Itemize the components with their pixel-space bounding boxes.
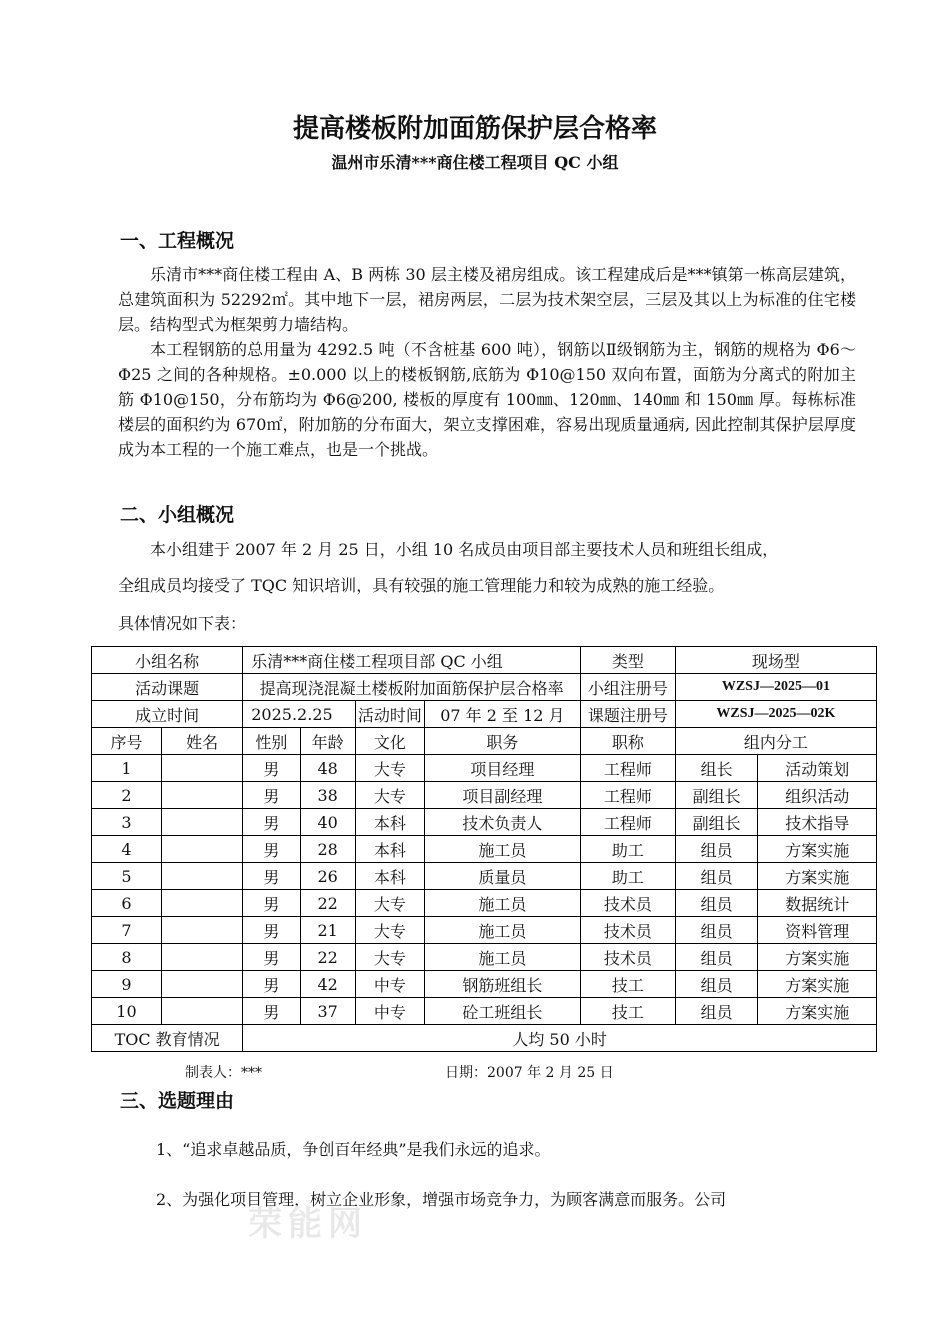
label-type: 类型 bbox=[580, 647, 675, 674]
cell-no: 4 bbox=[92, 836, 162, 863]
table-row bbox=[92, 917, 877, 944]
cell-no: 1 bbox=[92, 755, 162, 782]
cell-education: 大专 bbox=[355, 890, 424, 917]
table-header-row bbox=[92, 728, 877, 755]
table-row bbox=[92, 863, 877, 890]
cell-role: 组长 bbox=[675, 755, 758, 782]
label-topic: 活动课题 bbox=[92, 674, 243, 701]
watermark: 荣能网 bbox=[248, 1204, 368, 1244]
cell-age: 26 bbox=[300, 863, 355, 890]
team-line-1: 本小组建于 2007 年 2 月 25 日，小组 10 名成员由项目部主要技术人员和班组长组成， bbox=[150, 540, 779, 559]
reason-item-1: 1、“追求卓越品质，争创百年经典”是我们永远的追求。 bbox=[156, 1140, 551, 1159]
cell-no: 6 bbox=[92, 890, 162, 917]
cell-gender: 男 bbox=[243, 863, 300, 890]
cell-age: 42 bbox=[300, 971, 355, 998]
cell-age: 28 bbox=[300, 836, 355, 863]
header-position: 职务 bbox=[424, 728, 580, 755]
table-date: 日期：2007 年 2 月 25 日 bbox=[445, 1065, 614, 1081]
cell-age: 21 bbox=[300, 917, 355, 944]
table-row bbox=[92, 782, 877, 809]
cell-gender: 男 bbox=[243, 755, 300, 782]
document-title: 提高楼板附加面筋保护层合格率 bbox=[292, 114, 657, 144]
cell-duty: 方案实施 bbox=[758, 863, 877, 890]
label-activity-time-text: 活动时间 bbox=[357, 705, 422, 725]
table-row bbox=[92, 755, 877, 782]
table-row bbox=[92, 809, 877, 836]
cell-duty: 活动策划 bbox=[758, 755, 877, 782]
cell-name bbox=[161, 890, 242, 917]
cell-position: 施工员 bbox=[424, 836, 580, 863]
cell-duty: 数据统计 bbox=[758, 890, 877, 917]
cell-education: 中专 bbox=[355, 998, 424, 1025]
value-type: 现场型 bbox=[675, 647, 876, 674]
cell-role: 组员 bbox=[675, 971, 758, 998]
cell-name bbox=[161, 998, 242, 1025]
overview-paragraphs bbox=[118, 262, 856, 462]
label-activity-time bbox=[355, 701, 424, 728]
cell-position: 砼工班组长 bbox=[424, 998, 580, 1025]
cell-age: 22 bbox=[300, 944, 355, 971]
cell-education: 大专 bbox=[355, 755, 424, 782]
value-group-name: 乐清***商住楼工程项目部 QC 小组 bbox=[243, 647, 581, 674]
cell-gender: 男 bbox=[243, 836, 300, 863]
reason-item-2: 2、为强化项目管理，树立企业形象，增强市场竞争力，为顾客满意而服务。公司 bbox=[156, 1190, 727, 1209]
cell-position: 项目经理 bbox=[424, 755, 580, 782]
cell-duty: 方案实施 bbox=[758, 971, 877, 998]
overview-paragraph-1: 乐清市***商住楼工程由 A、B 两栋 30 层主楼及裙房组成。该工程建成后是***镇第一栋高层建筑，总建筑面积为 52292㎡。其中地下一层，裙房两层，二层为技术架空层，三层及其以上为标准的住宅楼层。结构型式为框架剪力墙结构。 bbox=[118, 265, 856, 334]
cell-name bbox=[161, 782, 242, 809]
table-maker: 制表人：*** bbox=[185, 1065, 262, 1081]
cell-age: 48 bbox=[300, 755, 355, 782]
table-row bbox=[92, 998, 877, 1025]
cell-position: 钢筋班组长 bbox=[424, 971, 580, 998]
cell-position: 项目副经理 bbox=[424, 782, 580, 809]
cell-position: 质量员 bbox=[424, 863, 580, 890]
cell-age: 37 bbox=[300, 998, 355, 1025]
table-row bbox=[92, 674, 877, 701]
header-age: 年龄 bbox=[300, 728, 355, 755]
cell-gender: 男 bbox=[243, 890, 300, 917]
value-group-reg: WZSJ—2025—01 bbox=[675, 674, 876, 701]
cell-title: 工程师 bbox=[580, 809, 675, 836]
cell-role: 组员 bbox=[675, 836, 758, 863]
label-toc: TOC 教育情况 bbox=[92, 1025, 243, 1052]
cell-education: 本科 bbox=[355, 836, 424, 863]
table-row bbox=[92, 836, 877, 863]
cell-age: 40 bbox=[300, 809, 355, 836]
cell-title: 技工 bbox=[580, 971, 675, 998]
cell-gender: 男 bbox=[243, 809, 300, 836]
cell-gender: 男 bbox=[243, 782, 300, 809]
cell-name bbox=[161, 971, 242, 998]
label-founded: 成立时间 bbox=[92, 701, 243, 728]
cell-no: 3 bbox=[92, 809, 162, 836]
cell-gender: 男 bbox=[243, 917, 300, 944]
table-row bbox=[92, 971, 877, 998]
cell-role: 组员 bbox=[675, 917, 758, 944]
label-group-name: 小组名称 bbox=[92, 647, 243, 674]
table-row bbox=[92, 944, 877, 971]
document-subtitle: 温州市乐清***商住楼工程项目 QC 小组 bbox=[331, 153, 619, 172]
cell-title: 助工 bbox=[580, 836, 675, 863]
cell-no: 8 bbox=[92, 944, 162, 971]
cell-title: 技术员 bbox=[580, 917, 675, 944]
cell-no: 2 bbox=[92, 782, 162, 809]
team-line-2: 全组成员均接受了 TQC 知识培训，具有较强的施工管理能力和较为成熟的施工经验。 bbox=[118, 576, 725, 595]
cell-education: 中专 bbox=[355, 971, 424, 998]
header-education: 文化 bbox=[355, 728, 424, 755]
cell-role: 组员 bbox=[675, 890, 758, 917]
cell-gender: 男 bbox=[243, 971, 300, 998]
header-name: 姓名 bbox=[161, 728, 242, 755]
cell-age: 38 bbox=[300, 782, 355, 809]
label-group-reg: 小组注册号 bbox=[580, 674, 675, 701]
cell-name bbox=[161, 836, 242, 863]
header-role: 组内分工 bbox=[675, 728, 876, 755]
cell-education: 大专 bbox=[355, 782, 424, 809]
section-heading-overview: 一、工程概况 bbox=[120, 230, 235, 252]
cell-title: 技工 bbox=[580, 998, 675, 1025]
cell-education: 大专 bbox=[355, 917, 424, 944]
cell-role: 组员 bbox=[675, 863, 758, 890]
team-info-table bbox=[91, 646, 877, 1052]
label-topic-reg: 课题注册号 bbox=[580, 701, 675, 728]
cell-title: 工程师 bbox=[580, 782, 675, 809]
cell-duty: 方案实施 bbox=[758, 998, 877, 1025]
cell-title: 技术员 bbox=[580, 890, 675, 917]
value-topic: 提高现浇混凝土楼板附加面筋保护层合格率 bbox=[243, 674, 581, 701]
cell-title: 助工 bbox=[580, 863, 675, 890]
cell-role: 副组长 bbox=[675, 782, 758, 809]
cell-name bbox=[161, 809, 242, 836]
cell-role: 副组长 bbox=[675, 809, 758, 836]
table-row bbox=[92, 890, 877, 917]
cell-duty: 资料管理 bbox=[758, 917, 877, 944]
table-row bbox=[92, 701, 877, 728]
cell-education: 本科 bbox=[355, 863, 424, 890]
cell-role: 组员 bbox=[675, 944, 758, 971]
cell-name bbox=[161, 917, 242, 944]
section-heading-team: 二、小组概况 bbox=[120, 504, 235, 526]
value-founded: 2025.2.25 bbox=[243, 701, 356, 728]
cell-position: 技术负责人 bbox=[424, 809, 580, 836]
header-title: 职称 bbox=[580, 728, 675, 755]
team-line-3: 具体情况如下表： bbox=[118, 614, 247, 633]
cell-name bbox=[161, 863, 242, 890]
cell-duty: 方案实施 bbox=[758, 944, 877, 971]
value-toc: 人均 50 小时 bbox=[243, 1025, 877, 1052]
cell-title: 工程师 bbox=[580, 755, 675, 782]
cell-no: 5 bbox=[92, 863, 162, 890]
cell-position: 施工员 bbox=[424, 890, 580, 917]
cell-education: 本科 bbox=[355, 809, 424, 836]
table-footer-row bbox=[92, 1025, 877, 1052]
cell-duty: 组织活动 bbox=[758, 782, 877, 809]
overview-paragraph-2: 本工程钢筋的总用量为 4292.5 吨（不含桩基 600 吨），钢筋以Ⅱ级钢筋为主，钢筋的规格为 Φ6～Φ25 之间的各种规格。±0.000 以上的楼板钢筋,底筋为 Φ10@150 双向布置，面筋为分离式的附加主筋 Φ10@150，分布筋均为 Φ6@200, 楼板的厚度有 100㎜、120㎜、140㎜ 和 150㎜ 厚。每栋标准楼层的面积约为 670㎡，附加筋的分布面大，架立支撑困难，容易出现质量通病, 因此控制其保护层厚度成为本工程的一个施工难点，也是一个挑战。 bbox=[118, 340, 856, 459]
cell-no: 7 bbox=[92, 917, 162, 944]
cell-no: 10 bbox=[92, 998, 162, 1025]
header-gender: 性别 bbox=[243, 728, 300, 755]
cell-duty: 方案实施 bbox=[758, 836, 877, 863]
value-topic-reg: WZSJ—2025—02K bbox=[675, 701, 876, 728]
header-no: 序号 bbox=[92, 728, 162, 755]
value-activity-time: 07 年 2 至 12 月 bbox=[424, 701, 580, 728]
section-heading-reason: 三、选题理由 bbox=[120, 1090, 235, 1112]
cell-title: 技术员 bbox=[580, 944, 675, 971]
cell-role: 组员 bbox=[675, 998, 758, 1025]
cell-name bbox=[161, 944, 242, 971]
cell-gender: 男 bbox=[243, 944, 300, 971]
cell-duty: 技术指导 bbox=[758, 809, 877, 836]
cell-name bbox=[161, 755, 242, 782]
cell-position: 施工员 bbox=[424, 944, 580, 971]
cell-no: 9 bbox=[92, 971, 162, 998]
cell-position: 施工员 bbox=[424, 917, 580, 944]
cell-education: 大专 bbox=[355, 944, 424, 971]
cell-age: 22 bbox=[300, 890, 355, 917]
member-rows bbox=[92, 755, 877, 1025]
table-row bbox=[92, 647, 877, 674]
cell-gender: 男 bbox=[243, 998, 300, 1025]
